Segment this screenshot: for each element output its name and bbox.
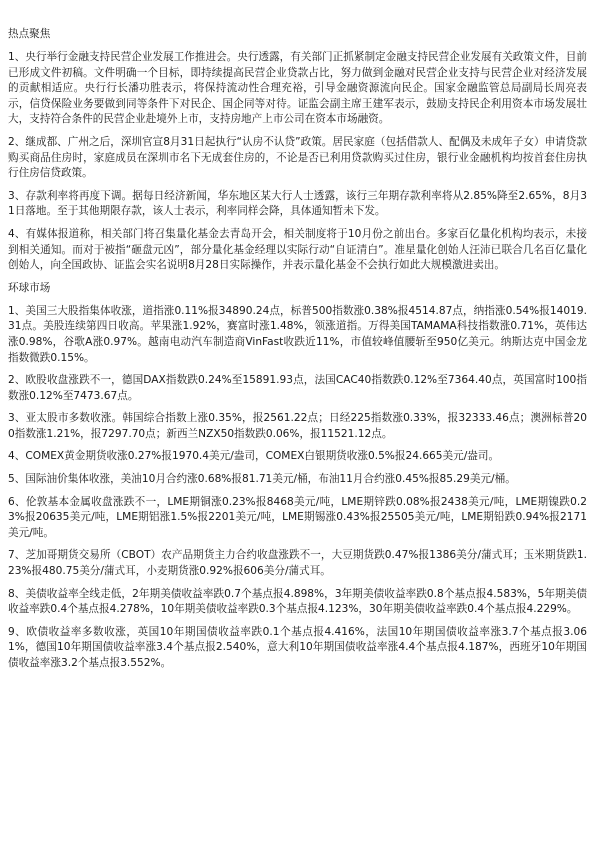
market-paragraph-1: 1、美国三大股指集体收涨，道指涨0.11%报34890.24点，标普500指数涨0.38%报4514.87点，纳指涨0.54%报14019.31点。美股连续第四日收高。苹果涨1.92%，赛富时涨1.48%，领涨道指。万得美国TAMAMA科技指数涨0.71%，英伟达涨0.98%，谷歌A涨0.97%。越南电动汽车制造商VinFast收跌近11%，市值较峰值腰斩至950亿美元。纳斯达克中国金龙指数微跌0.15%。 [8,304,587,364]
section-heading-hot-topics: 热点聚焦 [8,28,51,40]
market-paragraph-5: 5、国际油价集体收涨，美油10月合约涨0.68%报81.71美元/桶，布油11月合约涨0.45%报85.29美元/桶。 [8,473,516,486]
hot-topics-section [0,27,595,274]
global-markets-section [0,281,595,672]
section-heading-global-markets: 环球市场 [8,281,51,294]
hot-topic-paragraph-2: 2、继成都、广州之后，深圳官宣8月31日起执行“认房不认贷”政策。居民家庭（包括借款人、配偶及未成年子女）申请贷款购买商品住房时，家庭成员在深圳市名下无成套住房的，不论是否已利用贷款购买过住房，银行业金融机构均按首套住房执行住房信贷政策。 [8,135,587,180]
market-paragraph-9: 9、欧债收益率多数收涨，英国10年期国债收益率跌0.1个基点报4.416%，法国10年期国债收益率涨3.7个基点报3.061%，德国10年期国债收益率涨3.4个基点报2.540%，意大利10年期国债收益率涨4.4个基点报4.187%，西班牙10年期国债收益率涨3.2个基点报3.552%。 [8,625,587,669]
hot-topic-paragraph-4: 4、有媒体报道称，相关部门将召集量化基金去青岛开会，相关制度将于10月份之前出台。多家百亿量化机构均表示，未接到相关通知。而对于被指“砸盘元凶”，部分量化基金经理以实际行动“自证清白”。准星量化创始人汪沛已联合几名百亿量化创始人，向全国政协、证监会实名说明8月28日实际操作，并表示量化基金不会执行如此大规模激进卖出。 [8,227,587,272]
market-paragraph-7: 7、芝加哥期货交易所（CBOT）农产品期货主力合约收盘涨跌不一，大豆期货跌0.47%报1386美分/蒲式耳；玉米期货跌1.23%报480.75美分/蒲式耳，小麦期货涨0.92%报606美分/蒲式耳。 [8,549,587,578]
market-paragraph-8: 8、美债收益率全线走低，2年期美债收益率跌0.7个基点报4.898%，3年期美债收益率跌0.8个基点报4.583%，5年期美债收益率跌0.4个基点报4.278%，10年期美债收益率跌0.3个基点报4.123%，30年期美债收益率跌0.4个基点报4.229%。 [8,587,587,616]
market-paragraph-3: 3、亚太股市多数收涨。韩国综合指数上涨0.35%，报2561.22点；日经225指数涨0.33%，报32333.46点；澳洲标普200指数涨1.21%，报7297.70点；新西兰NZX50指数跌0.06%，报11521.12点。 [8,412,587,440]
hot-topic-paragraph-1: 1、央行举行金融支持民营企业发展工作推进会。央行透露，有关部门正抓紧制定金融支持民营企业发展有关政策文件，目前已形成文件初稿。文件明确一个目标，即持续提高民营企业贷款占比，努力做到金融对民营企业支持与民营企业对经济发展的贡献相适应。央行行长潘功胜表示，将保持流动性合理充裕，引导金融资源流向民企。国家金融监管总局副局长周亮表示，信贷保险业务要做到同等条件下对民企、国企同等对待。证监会副主席王建军表示，鼓励支持民企利用资本市场发展壮大，支持符合条件的民营企业赴境外上市，支持房地产上市公司在资本市场融资。 [8,51,587,126]
market-paragraph-2: 2、欧股收盘涨跌不一，德国DAX指数跌0.24%至15891.93点，法国CAC40指数跌0.12%至7364.40点，英国富时100指数涨0.12%至7473.67点。 [8,374,587,402]
market-paragraph-6: 6、伦敦基本金属收盘涨跌不一，LME期铜涨0.23%报8468美元/吨，LME期锌跌0.08%报2438美元/吨，LME期镍跌0.23%报20635美元/吨，LME期铝涨1.5%报2201美元/吨，LME期锡涨0.43%报25505美元/吨，LME期铅跌0.94%报2171美元/吨。 [8,495,587,539]
market-paragraph-4: 4、COMEX黄金期货收涨0.27%报1970.4美元/盎司，COMEX白银期货收涨0.5%报24.665美元/盎司。 [8,450,500,463]
hot-topic-paragraph-3: 3、存款利率将再度下调。据每日经济新闻，华东地区某大行人士透露，该行三年期存款利率将从2.85%降至2.65%，8月31日落地。至于其他期限存款，该人士表示，利率同样会降，具体通知暂未下发。 [8,189,587,218]
